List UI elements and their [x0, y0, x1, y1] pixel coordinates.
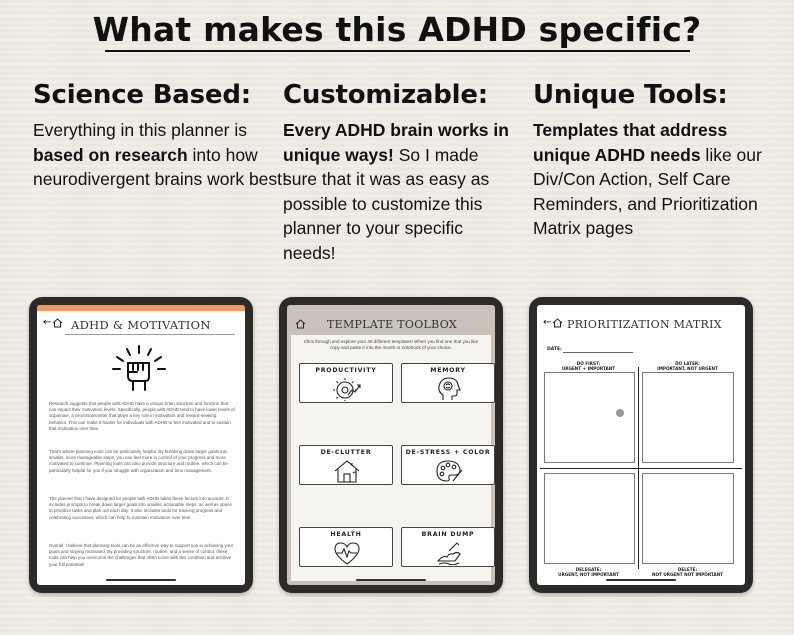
- quadrant-label-delegate: DELEGATE: URGENT, NOT IMPORTANT: [558, 567, 619, 578]
- screen-title: PRIORITIZATION MATRIX: [567, 318, 722, 331]
- quadrant-delegate[interactable]: [544, 473, 635, 564]
- tool-label: DE-CLUTTER: [320, 449, 372, 456]
- quadrant-do-later[interactable]: [642, 372, 734, 463]
- quadrant-label-do-first: DO FIRST: URGENT + IMPORTANT: [561, 361, 616, 372]
- accent-bar: [37, 305, 245, 311]
- headline-underline: [105, 50, 690, 52]
- tool-health[interactable]: [299, 527, 393, 567]
- feature-heading: Unique Tools:: [533, 80, 728, 110]
- feature-heading: Customizable:: [283, 80, 488, 110]
- house-icon: [333, 459, 361, 483]
- tablet-adhd-motivation: [29, 297, 253, 593]
- nav-controls: [43, 317, 63, 328]
- tool-productivity[interactable]: [299, 363, 393, 403]
- importance-axis: [638, 367, 639, 569]
- body-paragraph: Research suggests that people with ADHD have a unique brain structure and function that can impact their motivation levels. Specifically, people with ADHD tend to have lower levels of dopamine, a neurotransmitter that plays a key role in motivation and reward-seeking behavior. This can make it harder for individuals with ADHD to feel motivated and to sustain that motivation over time.: [49, 401, 235, 431]
- quadrant-label-do-later: DO LATER: IMPORTANT, NOT URGENT: [657, 361, 718, 372]
- cursor-dot: [616, 409, 624, 417]
- home-indicator[interactable]: [106, 579, 176, 581]
- tablet-screen: [287, 305, 495, 585]
- body-paragraph: That's where planning tools can be particularly helpful. By breaking down larger goals into smaller, more manageable steps, you can feel more in control of your progress and more motivated to continue. Planning tools can also provide structure and routine, which can be particularly helpful for you if you struggle with organization and time management.: [49, 449, 228, 473]
- title-divider: [65, 334, 235, 335]
- tool-brain-dump[interactable]: [401, 527, 495, 567]
- feature-customizable: [283, 80, 513, 265]
- tablet-prioritization-matrix: [529, 297, 753, 593]
- feature-science-based: [33, 80, 288, 192]
- heartbeat-icon: [333, 541, 361, 565]
- body-paragraph: Overall, I believe that planning tools can be an effective way to support you in achieving your goals and staying motivated. By providing structure, routine, and a sense of control, these tools can help you overcome the challenges that often come with this condition and achieve your full potential!: [49, 543, 234, 567]
- urgency-axis: [540, 468, 742, 469]
- gear-growth-icon: [333, 377, 361, 401]
- quadrant-label-delete: DELETE: NOT URGENT NOT IMPORTANT: [651, 567, 724, 578]
- back-arrow-icon[interactable]: ←: [543, 317, 552, 328]
- tool-destress-color[interactable]: [401, 445, 495, 485]
- home-indicator[interactable]: [606, 579, 676, 581]
- tablet-template-toolbox: [279, 297, 503, 593]
- home-indicator[interactable]: [356, 579, 426, 581]
- quadrant-delete[interactable]: [642, 473, 734, 564]
- home-icon[interactable]: [295, 319, 306, 329]
- feature-heading: Science Based:: [33, 80, 251, 110]
- palette-icon: [435, 459, 463, 483]
- quadrant-do-first[interactable]: [544, 372, 635, 463]
- tablet-screen: [37, 305, 245, 585]
- date-label: DATE:: [547, 347, 562, 352]
- tool-label: DE-STRESS + COLOR: [405, 449, 491, 456]
- feature-body: Every ADHD brain works in unique ways! So I made sure that it was as easy as possible to customize this planner to your specific needs!: [283, 120, 509, 263]
- home-icon[interactable]: [52, 318, 63, 328]
- raised-fist-icon: [109, 345, 169, 391]
- feature-body: Everything in this planner is based on research into how neurodivergent brains work best!: [33, 120, 287, 189]
- tablet-screen: [537, 305, 745, 585]
- writing-hand-icon: [435, 541, 463, 565]
- tool-label: MEMORY: [430, 367, 466, 374]
- toolbox-description: Click through and explore your 48 different templates! When you find one that you like copy and paste it into the month or notebook of your choice.: [303, 339, 479, 350]
- tool-label: BRAIN DUMP: [421, 531, 475, 538]
- body-paragraph: The planner that I have designed for people with ADHD takes these factors into account. It includes prompts to break down larger goals into smaller, actionable steps, as well as space to prioritize tasks and plan out each day. It also includes tools for tracking progress and celebrating successes, which can help to maintain motivation over time.: [49, 496, 232, 520]
- brain-head-icon: [435, 377, 463, 401]
- tool-memory[interactable]: [401, 363, 495, 403]
- nav-controls: [543, 317, 563, 328]
- tool-declutter[interactable]: [299, 445, 393, 485]
- tool-label: HEALTH: [330, 531, 362, 538]
- screen-title: TEMPLATE TOOLBOX: [327, 318, 457, 331]
- date-field[interactable]: [563, 352, 633, 353]
- home-icon[interactable]: [552, 318, 563, 328]
- feature-unique-tools: [533, 80, 773, 241]
- screen-title: ADHD & MOTIVATION: [71, 318, 211, 332]
- feature-body: Templates that address unique ADHD needs like our Div/Con Action, Self Care Reminders, and Prioritization Matrix pages: [533, 120, 762, 238]
- tool-label: PRODUCTIVITY: [315, 367, 377, 374]
- page-headline: What makes this ADHD specific?: [92, 10, 702, 49]
- back-arrow-icon[interactable]: ←: [43, 317, 52, 328]
